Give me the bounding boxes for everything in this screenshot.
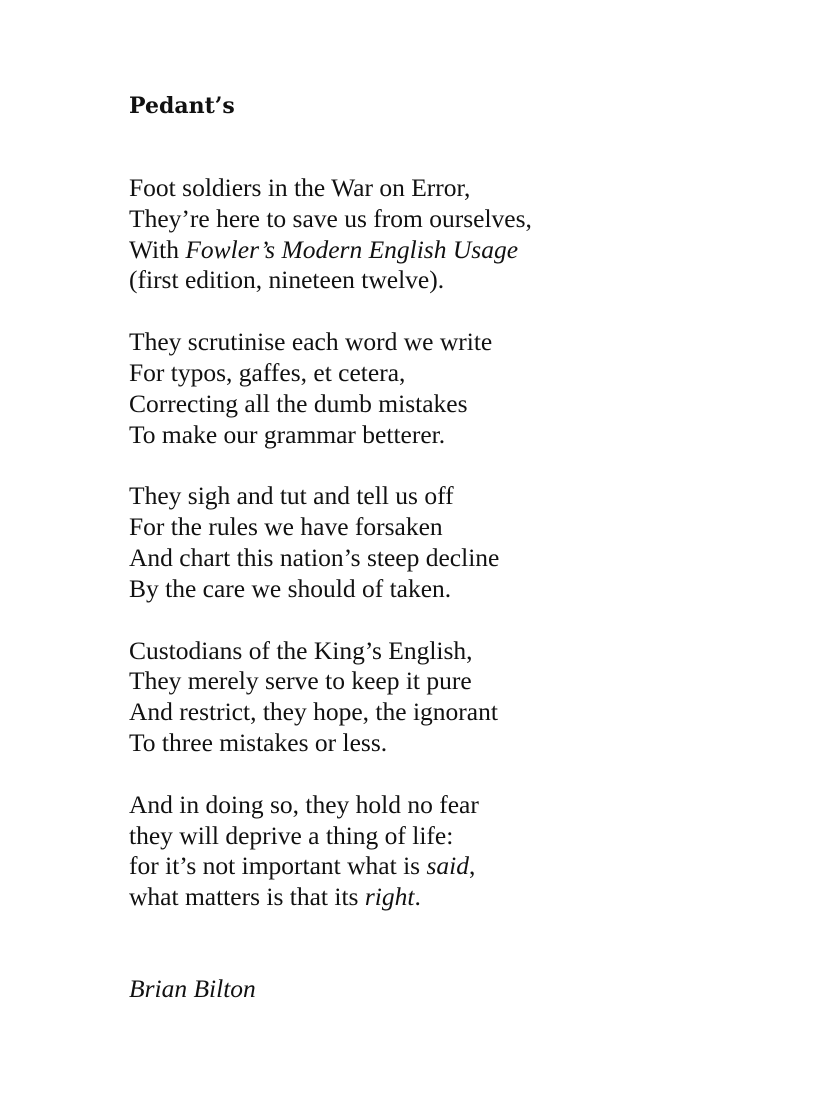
poem-line: And in doing so, they hold no fear [129,789,479,819]
poem-line: Custodians of the King’s English, [129,635,473,665]
poem-line: And chart this nation’s steep decline [129,542,500,572]
poem-line: For the rules we have forsaken [129,512,443,542]
poem-line: With Fowler’s Modern English Usage [129,234,519,264]
poem-line: for it’s not important what is said, [129,851,476,881]
book-title: Fowler’s Modern English Usage [185,234,519,264]
poem-line: what matters is that its right. [129,882,421,912]
poem-title: Pedant’s [129,93,235,119]
poem-line: They sigh and tut and tell us off [129,481,454,511]
poem-line: Correcting all the dumb mistakes [129,388,468,418]
stanza-5 [129,790,828,913]
poem-line: For typos, gaffes, et cetera, [129,357,406,387]
poem-line: They scrutinise each word we write [129,327,493,357]
poem-line: (first edition, nineteen twelve). [129,265,445,295]
stanza-3 [129,481,828,604]
stanza-1 [129,173,828,296]
emphasis-said: said [426,851,469,881]
poem-line: By the care we should of taken. [129,573,452,603]
stanza-4 [129,636,828,759]
poem-line: Foot soldiers in the War on Error, [129,173,471,202]
poem-line: They merely serve to keep it pure [129,666,472,696]
stanza-2 [129,327,828,450]
poem-line: They’re here to save us from ourselves, [129,203,532,233]
poem-line: they will deprive a thing of life: [129,820,454,850]
emphasis-right: right [364,882,415,912]
poem-line: And restrict, they hope, the ignorant [129,697,498,727]
poem-line: To three mistakes or less. [129,727,388,757]
poem-author: Brian Bilton [129,973,256,1003]
poem-line: To make our grammar betterer. [129,419,446,449]
